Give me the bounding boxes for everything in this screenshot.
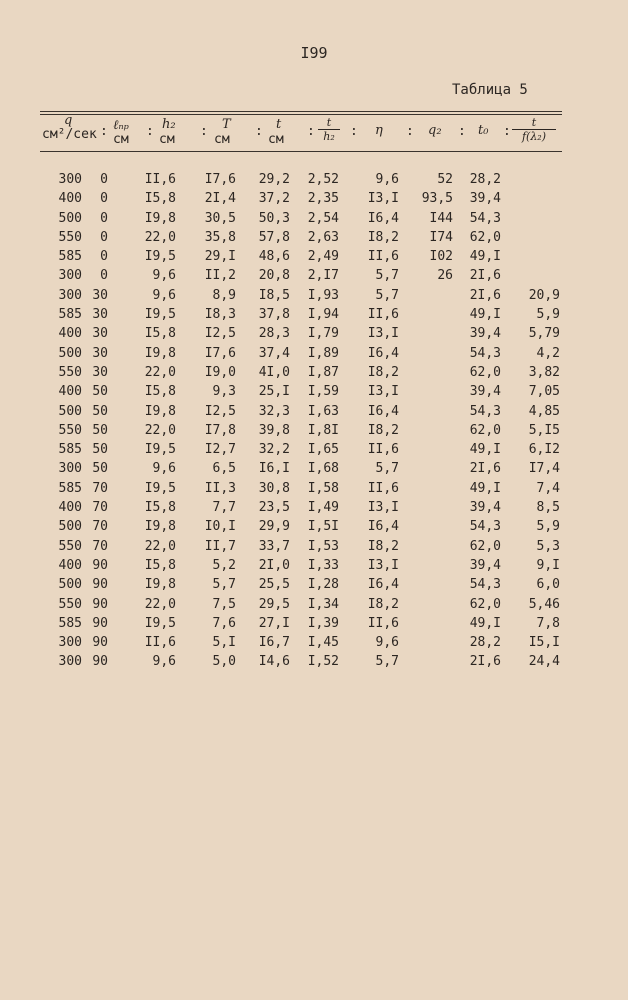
cell-eta: I6,4 [367, 210, 399, 226]
table-row [0, 307, 628, 326]
cell-h: I5,8 [144, 191, 176, 207]
cell-l: 50 [92, 422, 108, 438]
table-row [0, 191, 628, 210]
cell-tr: 2,63 [307, 229, 339, 245]
cell-l: 70 [92, 538, 108, 554]
cell-h: 22,0 [144, 596, 176, 612]
cell-q: 300 [58, 635, 82, 651]
cell-t0: 49,I [469, 480, 501, 496]
cell-t: 37,8 [258, 307, 290, 323]
header-separator: : [200, 124, 208, 139]
cell-h: I9,8 [144, 577, 176, 593]
cell-h: 22,0 [144, 229, 176, 245]
cell-T: II,2 [204, 268, 236, 284]
table-row [0, 172, 628, 191]
cell-eta: I3,I [367, 191, 399, 207]
cell-t: 4I,0 [258, 364, 290, 380]
cell-T: 5,I [212, 635, 236, 651]
cell-q: 585 [58, 307, 82, 323]
table-row [0, 230, 628, 249]
cell-tr: I,59 [307, 384, 339, 400]
cell-l: 90 [92, 577, 108, 593]
table-row [0, 423, 628, 442]
cell-tr: I,94 [307, 307, 339, 323]
cell-T: II,3 [204, 480, 236, 496]
cell-t0: 54,3 [469, 519, 501, 535]
cell-qz: I74 [429, 229, 453, 245]
header-separator: : [458, 124, 466, 139]
header-eta-symbol: η [375, 123, 383, 138]
cell-h: I5,8 [144, 500, 176, 516]
cell-t0: 49,I [469, 307, 501, 323]
table-row [0, 326, 628, 345]
cell-q: 500 [58, 210, 82, 226]
cell-q: 550 [58, 538, 82, 554]
cell-t: 20,8 [258, 268, 290, 284]
cell-q: 400 [58, 384, 82, 400]
cell-h: I9,5 [144, 615, 176, 631]
cell-tr: I,39 [307, 615, 339, 631]
cell-qz: I02 [429, 249, 453, 265]
table-top-rule [40, 111, 562, 112]
cell-h: II,6 [144, 172, 176, 187]
cell-T: I7,6 [204, 345, 236, 361]
header-t-over-f: $\frac{t}{\text{f(λ₂)}}$ [512, 116, 556, 143]
cell-t0: 49,I [469, 442, 501, 458]
cell-tr: I,68 [307, 461, 339, 477]
header-separator: : [255, 124, 263, 139]
header-separator: : [406, 124, 414, 139]
cell-h: 22,0 [144, 538, 176, 554]
cell-eta: I8,2 [367, 229, 399, 245]
header-separator: : [146, 124, 154, 139]
cell-q: 550 [58, 422, 82, 438]
cell-t: 57,8 [258, 229, 290, 245]
cell-l: 90 [92, 654, 108, 670]
cell-eta: I3,I [367, 384, 399, 400]
table-row [0, 577, 628, 596]
cell-tr: 2,I7 [307, 268, 339, 284]
cell-t0: 62,0 [469, 596, 501, 612]
cell-t: 50,3 [258, 210, 290, 226]
cell-t0: 62,0 [469, 422, 501, 438]
cell-tr: I,65 [307, 442, 339, 458]
table-row [0, 558, 628, 577]
cell-qz: 93,5 [421, 191, 453, 207]
cell-q: 400 [58, 191, 82, 207]
cell-q: 300 [58, 461, 82, 477]
cell-f: 5,I5 [528, 422, 560, 438]
cell-eta: 9,6 [375, 635, 399, 651]
cell-t: I6,7 [258, 635, 290, 651]
cell-t: I6,I [258, 461, 290, 477]
cell-q: 300 [58, 268, 82, 284]
cell-T: I7,8 [204, 422, 236, 438]
cell-tr: I,52 [307, 654, 339, 670]
cell-l: 0 [100, 172, 108, 187]
cell-T: 5,0 [212, 654, 236, 670]
header-t-ratio: $\frac{t}{\text{h₂}}$ [318, 116, 340, 143]
cell-eta: II,6 [367, 307, 399, 323]
cell-T: I2,5 [204, 403, 236, 419]
cell-l: 70 [92, 500, 108, 516]
cell-t: 25,I [258, 384, 290, 400]
cell-f: 6,I2 [528, 442, 560, 458]
cell-eta: 5,7 [375, 654, 399, 670]
cell-eta: 5,7 [375, 287, 399, 303]
cell-h: I9,5 [144, 480, 176, 496]
header-T-unit: см [214, 132, 230, 147]
cell-t: 33,7 [258, 538, 290, 554]
cell-f: 7,8 [536, 615, 560, 631]
cell-f: 8,5 [536, 500, 560, 516]
header-separator: : [100, 124, 108, 139]
table-row [0, 539, 628, 558]
cell-q: 300 [58, 172, 82, 187]
cell-T: 30,5 [204, 210, 236, 226]
table-body [0, 172, 628, 674]
cell-l: 0 [100, 229, 108, 245]
header-l-unit: см [113, 132, 129, 147]
cell-l: 0 [100, 268, 108, 284]
cell-q: 585 [58, 480, 82, 496]
cell-l: 50 [92, 384, 108, 400]
cell-T: I7,6 [204, 172, 236, 187]
table-header-rule [40, 151, 562, 152]
cell-q: 400 [58, 500, 82, 516]
cell-eta: I6,4 [367, 403, 399, 419]
cell-q: 585 [58, 615, 82, 631]
cell-t0: 62,0 [469, 229, 501, 245]
cell-l: 70 [92, 519, 108, 535]
cell-t0: 39,4 [469, 191, 501, 207]
cell-eta: 5,7 [375, 268, 399, 284]
cell-t0: 49,I [469, 249, 501, 265]
cell-t0: 54,3 [469, 345, 501, 361]
cell-f: I7,4 [528, 461, 560, 477]
table-row [0, 384, 628, 403]
cell-T: 8,9 [212, 287, 236, 303]
cell-f: 7,05 [528, 384, 560, 400]
cell-T: 5,7 [212, 577, 236, 593]
cell-t: 28,3 [258, 326, 290, 342]
cell-q: 550 [58, 364, 82, 380]
cell-q: 585 [58, 249, 82, 265]
cell-qz: I44 [429, 210, 453, 226]
cell-tr: I,79 [307, 326, 339, 342]
cell-f: 7,4 [536, 480, 560, 496]
cell-tr: I,5I [307, 519, 339, 535]
cell-t: I4,6 [258, 654, 290, 670]
page-number: I99 [300, 44, 328, 62]
cell-qz: 52 [437, 172, 453, 187]
cell-t0: 39,4 [469, 500, 501, 516]
cell-t: 29,9 [258, 519, 290, 535]
cell-tr: I,33 [307, 557, 339, 573]
cell-T: 2I,4 [204, 191, 236, 207]
cell-T: II,7 [204, 538, 236, 554]
cell-eta: I6,4 [367, 577, 399, 593]
table-row [0, 365, 628, 384]
cell-tr: I,58 [307, 480, 339, 496]
cell-l: 0 [100, 191, 108, 207]
cell-q: 400 [58, 557, 82, 573]
cell-eta: II,6 [367, 249, 399, 265]
cell-t0: 62,0 [469, 538, 501, 554]
cell-h: 9,6 [152, 654, 176, 670]
cell-t0: 39,4 [469, 326, 501, 342]
header-qz-symbol: q₂ [428, 123, 442, 138]
cell-t0: 28,2 [469, 635, 501, 651]
header-q-symbol: q [64, 113, 73, 128]
cell-f: 5,9 [536, 307, 560, 323]
cell-tr: I,87 [307, 364, 339, 380]
cell-f: 5,79 [528, 326, 560, 342]
cell-t0: 54,3 [469, 210, 501, 226]
cell-T: I2,5 [204, 326, 236, 342]
cell-h: I9,8 [144, 345, 176, 361]
cell-T: I0,I [204, 519, 236, 535]
table-row [0, 500, 628, 519]
cell-T: 29,I [204, 249, 236, 265]
cell-t: 48,6 [258, 249, 290, 265]
cell-h: I9,8 [144, 403, 176, 419]
cell-eta: I8,2 [367, 422, 399, 438]
cell-f: 6,0 [536, 577, 560, 593]
cell-t: 29,5 [258, 596, 290, 612]
cell-tr: I,34 [307, 596, 339, 612]
cell-l: 90 [92, 596, 108, 612]
header-h-unit: см [159, 132, 175, 147]
cell-l: 30 [92, 364, 108, 380]
table-row [0, 519, 628, 538]
cell-t: 27,I [258, 615, 290, 631]
cell-f: 4,85 [528, 403, 560, 419]
cell-T: 7,5 [212, 596, 236, 612]
table-row [0, 635, 628, 654]
cell-T: I2,7 [204, 442, 236, 458]
cell-f: 3,82 [528, 364, 560, 380]
cell-eta: I8,2 [367, 364, 399, 380]
cell-h: I5,8 [144, 326, 176, 342]
cell-tr: 2,35 [307, 191, 339, 207]
cell-eta: II,6 [367, 480, 399, 496]
cell-t0: 39,4 [469, 557, 501, 573]
cell-h: I9,5 [144, 442, 176, 458]
table-caption: Таблица 5 [452, 82, 528, 98]
cell-t0: 2I,6 [469, 461, 501, 477]
table-row [0, 481, 628, 500]
cell-t: 37,4 [258, 345, 290, 361]
cell-h: I5,8 [144, 557, 176, 573]
cell-T: I8,3 [204, 307, 236, 323]
cell-tr: 2,54 [307, 210, 339, 226]
cell-eta: I6,4 [367, 519, 399, 535]
cell-T: 5,2 [212, 557, 236, 573]
cell-l: 90 [92, 557, 108, 573]
table-row [0, 346, 628, 365]
cell-t: 32,2 [258, 442, 290, 458]
cell-T: 9,3 [212, 384, 236, 400]
cell-t: 23,5 [258, 500, 290, 516]
cell-t0: 54,3 [469, 403, 501, 419]
cell-l: 50 [92, 461, 108, 477]
cell-eta: I3,I [367, 500, 399, 516]
cell-t: 32,3 [258, 403, 290, 419]
cell-h: II,6 [144, 635, 176, 651]
cell-h: 9,6 [152, 268, 176, 284]
cell-eta: I8,2 [367, 596, 399, 612]
cell-tr: I,89 [307, 345, 339, 361]
cell-q: 550 [58, 596, 82, 612]
cell-T: 7,7 [212, 500, 236, 516]
cell-qz: 26 [437, 268, 453, 284]
cell-f: 4,2 [536, 345, 560, 361]
cell-h: 9,6 [152, 287, 176, 303]
header-T-symbol: T [222, 117, 231, 132]
cell-l: 90 [92, 635, 108, 651]
cell-l: 70 [92, 480, 108, 496]
cell-h: I9,5 [144, 307, 176, 323]
table-header [0, 113, 628, 153]
cell-q: 300 [58, 654, 82, 670]
cell-q: 500 [58, 345, 82, 361]
cell-f: 5,3 [536, 538, 560, 554]
cell-h: 22,0 [144, 364, 176, 380]
header-t-symbol: t [276, 117, 282, 132]
cell-h: I9,8 [144, 210, 176, 226]
cell-q: 500 [58, 519, 82, 535]
cell-f: 5,9 [536, 519, 560, 535]
table-row [0, 268, 628, 287]
cell-t0: 39,4 [469, 384, 501, 400]
header-t0-symbol: t₀ [478, 123, 489, 138]
table-row [0, 616, 628, 635]
cell-h: 22,0 [144, 422, 176, 438]
cell-f: 24,4 [528, 654, 560, 670]
cell-eta: 9,6 [375, 172, 399, 187]
cell-T: 35,8 [204, 229, 236, 245]
cell-t: 37,2 [258, 191, 290, 207]
cell-l: 50 [92, 403, 108, 419]
cell-h: I9,5 [144, 249, 176, 265]
table-row [0, 404, 628, 423]
cell-l: 0 [100, 249, 108, 265]
cell-t0: 54,3 [469, 577, 501, 593]
table-row [0, 654, 628, 673]
table-row [0, 288, 628, 307]
cell-t: 30,8 [258, 480, 290, 496]
cell-eta: I3,I [367, 557, 399, 573]
cell-eta: II,6 [367, 442, 399, 458]
cell-t0: 28,2 [469, 172, 501, 187]
cell-q: 550 [58, 229, 82, 245]
cell-eta: I6,4 [367, 345, 399, 361]
cell-f: 20,9 [528, 287, 560, 303]
cell-f: 5,46 [528, 596, 560, 612]
cell-l: 30 [92, 345, 108, 361]
cell-t: 39,8 [258, 422, 290, 438]
cell-tr: I,8I [307, 422, 339, 438]
table-row [0, 211, 628, 230]
cell-h: I5,8 [144, 384, 176, 400]
cell-q: 300 [58, 287, 82, 303]
table-row [0, 597, 628, 616]
table-row [0, 442, 628, 461]
cell-f: I5,I [528, 635, 560, 651]
cell-l: 90 [92, 615, 108, 631]
cell-q: 585 [58, 442, 82, 458]
cell-t: I8,5 [258, 287, 290, 303]
cell-l: 50 [92, 442, 108, 458]
header-l-symbol: ℓₙₚ [113, 118, 129, 133]
cell-tr: I,93 [307, 287, 339, 303]
cell-t0: 2I,6 [469, 268, 501, 284]
header-t-unit: см [268, 132, 284, 147]
cell-T: 6,5 [212, 461, 236, 477]
cell-eta: 5,7 [375, 461, 399, 477]
cell-tr: 2,49 [307, 249, 339, 265]
cell-q: 400 [58, 326, 82, 342]
cell-f: 9,I [536, 557, 560, 573]
header-separator: : [307, 124, 315, 139]
cell-tr: I,45 [307, 635, 339, 651]
cell-tr: 2,52 [307, 172, 339, 187]
cell-tr: I,28 [307, 577, 339, 593]
header-separator: : [350, 124, 358, 139]
cell-t0: 62,0 [469, 364, 501, 380]
header-separator: : [503, 124, 511, 139]
cell-h: 9,6 [152, 461, 176, 477]
cell-tr: I,63 [307, 403, 339, 419]
cell-eta: I3,I [367, 326, 399, 342]
table-row [0, 461, 628, 480]
cell-tr: I,49 [307, 500, 339, 516]
cell-l: 30 [92, 287, 108, 303]
cell-t0: 2I,6 [469, 654, 501, 670]
cell-t: 2I,0 [258, 557, 290, 573]
header-h-symbol: h₂ [162, 117, 176, 132]
header-q-unit: см²/сек [42, 127, 97, 142]
cell-T: I9,0 [204, 364, 236, 380]
cell-l: 30 [92, 307, 108, 323]
cell-t: 25,5 [258, 577, 290, 593]
cell-l: 0 [100, 210, 108, 226]
cell-q: 500 [58, 403, 82, 419]
cell-q: 500 [58, 577, 82, 593]
cell-h: I9,8 [144, 519, 176, 535]
cell-eta: II,6 [367, 615, 399, 631]
table-row [0, 249, 628, 268]
cell-eta: I8,2 [367, 538, 399, 554]
cell-t0: 2I,6 [469, 287, 501, 303]
cell-l: 30 [92, 326, 108, 342]
cell-T: 7,6 [212, 615, 236, 631]
cell-t0: 49,I [469, 615, 501, 631]
cell-tr: I,53 [307, 538, 339, 554]
cell-t: 29,2 [258, 172, 290, 187]
